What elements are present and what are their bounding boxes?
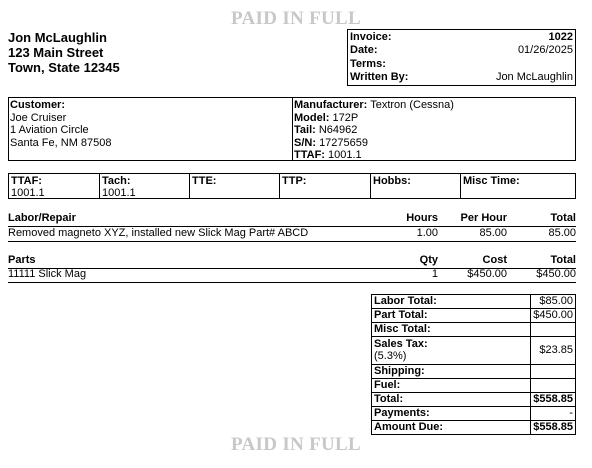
labor-row	[8, 227, 576, 242]
misc-total-label: Misc Total:	[372, 323, 531, 337]
parts-header-qty: Qty	[419, 254, 438, 266]
shipping-value	[531, 365, 576, 379]
fuel-row	[372, 379, 576, 393]
time-cell-ttp	[279, 174, 370, 198]
part-total-label: Part Total:	[372, 309, 531, 323]
shipping-row	[372, 365, 576, 379]
customer-city: Santa Fe, NM 87508	[10, 136, 112, 149]
time-tach-value: 1001.1	[102, 187, 136, 199]
serial-value: 17275659	[319, 136, 369, 149]
time-cell-hobbs	[370, 174, 461, 198]
labor-row-desc: Removed magneto XYZ, installed new Slick Mag Part# ABCD	[8, 227, 309, 239]
time-misc-label: Misc Time:	[463, 175, 520, 187]
invoice-writer-row	[350, 71, 573, 84]
times-box	[8, 173, 576, 199]
model-label: Model:	[294, 111, 330, 124]
parts-row-qty: 1	[431, 268, 438, 280]
sales-tax-label: Sales Tax:	[374, 338, 428, 350]
time-tte-label: TTE:	[192, 175, 217, 187]
amount-due-value: $558.85	[531, 421, 576, 435]
sales-tax-row	[372, 337, 576, 365]
time-hobbs-label: Hobbs:	[373, 175, 411, 187]
invoice-writer-label: Written By:	[350, 71, 409, 83]
parts-header-row	[8, 254, 576, 269]
invoice-number-value: 1022	[548, 31, 573, 43]
labor-header-rate: Per Hour	[460, 212, 507, 224]
parts-row-cost: $450.00	[467, 268, 507, 280]
payments-row	[372, 407, 576, 421]
labor-header-row	[8, 212, 576, 227]
divider	[292, 98, 293, 160]
manufacturer-label: Manufacturer:	[294, 99, 368, 111]
totals-table	[371, 294, 576, 435]
time-tach-label: Tach:	[102, 175, 131, 187]
labor-header-desc: Labor/Repair	[8, 212, 76, 224]
parts-row-desc: 11111 Slick Mag	[8, 268, 87, 280]
labor-row-total: 85.00	[548, 227, 576, 239]
model-value: 172P	[332, 111, 359, 124]
grand-total-label: Total:	[372, 393, 531, 407]
labor-row-hours: 1.00	[416, 227, 438, 239]
invoice-date-value: 01/26/2025	[517, 44, 573, 56]
parts-row-total: $450.00	[536, 268, 576, 280]
aircraft-section	[294, 99, 574, 162]
time-ttaf-label: TTAF:	[11, 175, 42, 187]
invoice-date-label: Date:	[350, 44, 378, 56]
fuel-label: Fuel:	[372, 379, 531, 393]
ttaf-label: TTAF:	[294, 149, 325, 161]
sales-tax-rate: (5.3%)	[374, 350, 407, 362]
parts-header-desc: Parts	[8, 254, 36, 266]
part-total-row	[372, 309, 576, 323]
misc-total-value	[531, 323, 576, 337]
labor-header-total: Total	[550, 212, 576, 224]
labor-row-rate: 85.00	[479, 227, 507, 239]
labor-total-label: Labor Total:	[372, 295, 531, 309]
labor-header-hours: Hours	[406, 212, 438, 224]
shop-city: Town, State 12345	[8, 60, 120, 75]
payments-label: Payments:	[372, 407, 531, 421]
time-cell-ttaf	[9, 174, 100, 198]
shop-name: Jon McLaughlin	[8, 30, 107, 45]
tail-value: N64962	[318, 124, 358, 136]
parts-header-cost: Cost	[482, 254, 507, 266]
customer-name: Joe Cruiser	[10, 111, 67, 124]
time-ttp-label: TTP:	[282, 175, 307, 187]
shop-address	[8, 30, 120, 75]
labor-total-row	[372, 295, 576, 309]
grand-total-row	[372, 393, 576, 407]
sales-tax-cell	[372, 337, 531, 365]
serial-label: S/N:	[294, 136, 316, 149]
customer-label: Customer:	[10, 99, 66, 111]
time-cell-tach	[99, 174, 190, 198]
ttaf-value: 1001.1	[328, 149, 362, 161]
parts-row	[8, 268, 576, 283]
shop-street: 123 Main Street	[8, 45, 104, 60]
shipping-label: Shipping:	[372, 365, 531, 379]
tail-label: Tail:	[294, 124, 316, 136]
labor-total-value: $85.00	[531, 295, 576, 309]
amount-due-label: Amount Due:	[372, 421, 531, 435]
paid-watermark-bottom: PAID IN FULL	[231, 434, 361, 455]
amount-due-row	[372, 421, 576, 435]
fuel-value	[531, 379, 576, 393]
time-ttaf-value: 1001.1	[11, 187, 45, 199]
invoice-terms-label: Terms:	[350, 58, 386, 70]
payments-value: -	[531, 407, 576, 421]
invoice-info-box	[347, 29, 576, 86]
invoice-terms-row	[350, 58, 573, 71]
invoice-number-label: Invoice:	[350, 31, 392, 43]
parts-header-total: Total	[550, 254, 576, 266]
sales-tax-value: $23.85	[531, 337, 576, 365]
time-cell-tte	[189, 174, 280, 198]
customer-aircraft-box	[8, 97, 576, 161]
invoice-date-row	[350, 44, 573, 57]
manufacturer-value: Textron (Cessna)	[370, 99, 454, 111]
part-total-value: $450.00	[531, 309, 576, 323]
customer-street: 1 Aviation Circle	[10, 124, 89, 136]
invoice-writer-value: Jon McLaughlin	[495, 71, 573, 83]
customer-section	[10, 99, 292, 149]
time-cell-misc	[460, 174, 576, 198]
paid-watermark-top: PAID IN FULL	[231, 8, 361, 29]
invoice-number-row	[350, 31, 573, 44]
misc-total-row	[372, 323, 576, 337]
grand-total-value: $558.85	[531, 393, 576, 407]
